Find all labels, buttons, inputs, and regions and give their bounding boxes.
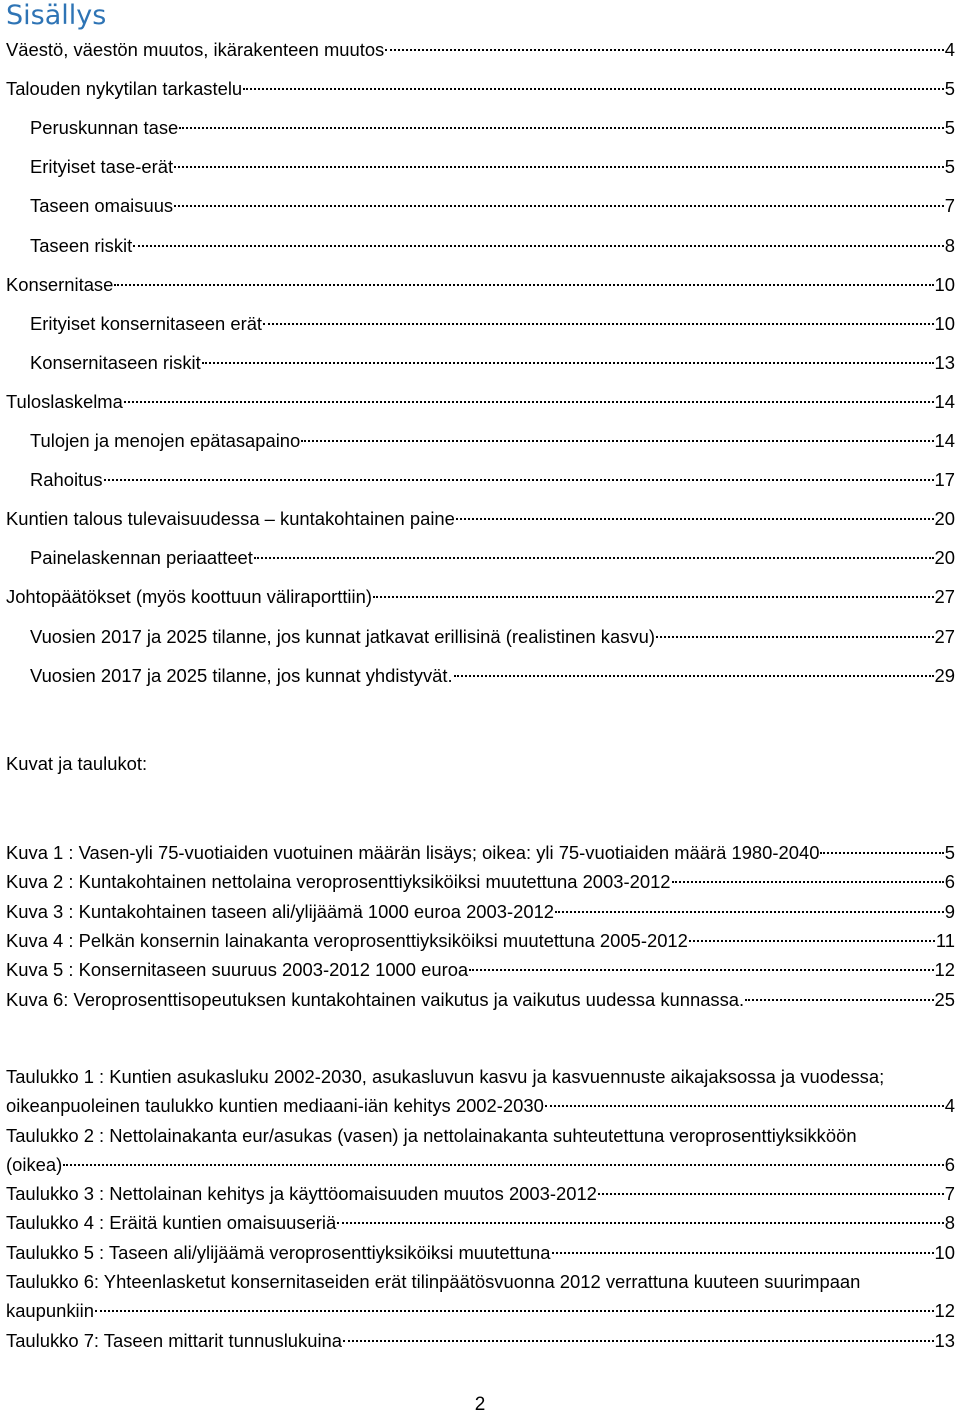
dot-leader (545, 1103, 944, 1107)
entry-page-number: 25 (934, 989, 955, 1010)
dot-leader (114, 282, 933, 286)
dot-leader (254, 555, 934, 559)
dot-leader (454, 673, 934, 677)
dot-leader (263, 321, 933, 325)
entry-page-number: 12 (934, 1300, 955, 1321)
table-entry-first-line[interactable]: Taulukko 1 : Kuntien asukasluku 2002-2030, asukasluvun kasvu ja kasvuennuste aikajaksossa ja vuodessa; (6, 1066, 885, 1087)
toc-entry[interactable] (0, 270, 960, 300)
table-entry[interactable] (0, 1150, 960, 1180)
entry-title: Vuosien 2017 ja 2025 tilanne, jos kunnat jatkavat erillisinä (realistinen kasvu) (30, 626, 655, 647)
entry-page-number: 7 (944, 195, 955, 216)
entry-page-number: 29 (934, 665, 955, 686)
figure-entry[interactable] (0, 985, 960, 1015)
entry-page-number: 11 (935, 930, 955, 951)
entry-page-number: 10 (934, 1242, 955, 1263)
entry-page-number: 20 (934, 508, 955, 529)
entry-title: Kuva 2 : Kuntakohtainen nettolaina veroprosenttiyksiköiksi muutettuna 2003-2012 (6, 871, 671, 892)
dot-leader (689, 938, 935, 942)
toc-entry[interactable] (0, 387, 960, 417)
entry-page-number: 5 (944, 156, 955, 177)
entry-page-number: 20 (934, 547, 955, 568)
entry-title: Tulojen ja menojen epätasapaino (30, 430, 301, 451)
toc-entry[interactable] (0, 35, 960, 65)
dot-leader (243, 86, 944, 90)
toc-entry[interactable] (0, 622, 960, 652)
dot-leader (63, 1162, 944, 1166)
entry-title: kaupunkiin (6, 1300, 94, 1321)
entry-title: Peruskunnan tase (30, 117, 179, 138)
toc-entry[interactable] (0, 74, 960, 104)
entry-title: Erityiset tase-erät (30, 156, 174, 177)
table-entry-first-line[interactable]: Taulukko 2 : Nettolainakanta eur/asukas (vasen) ja nettolainakanta suhteutettuna veroprosenttiyksikköön (6, 1125, 857, 1146)
entry-title: Taulukko 7: Taseen mittarit tunnuslukuina (6, 1330, 342, 1351)
entry-title: Erityiset konsernitaseen erät (30, 313, 263, 334)
entry-title: Kuntien talous tulevaisuudessa – kuntakohtainen paine (6, 508, 455, 529)
entry-title: Tuloslaskelma (6, 391, 123, 412)
entry-title: Rahoitus (30, 469, 103, 490)
entry-page-number: 17 (934, 469, 955, 490)
dot-leader (179, 125, 944, 129)
dot-leader (95, 1308, 934, 1312)
dot-leader (174, 164, 944, 168)
figure-entry[interactable] (0, 955, 960, 985)
entry-title: Vuosien 2017 ja 2025 tilanne, jos kunnat yhdistyvät. (30, 665, 453, 686)
dot-leader (656, 634, 934, 638)
figure-entry[interactable] (0, 897, 960, 927)
table-entry[interactable] (0, 1296, 960, 1326)
dot-leader (555, 909, 944, 913)
dot-leader (124, 399, 934, 403)
page-number: 2 (474, 1394, 486, 1415)
toc-entry[interactable] (0, 191, 960, 221)
figure-entry[interactable] (0, 926, 960, 956)
entry-page-number: 14 (934, 391, 955, 412)
table-entry[interactable] (0, 1238, 960, 1268)
entry-page-number: 13 (934, 1330, 955, 1351)
toc-entry[interactable] (0, 504, 960, 534)
entry-page-number: 4 (944, 1095, 955, 1116)
entry-page-number: 12 (934, 959, 955, 980)
figures-heading: Kuvat ja taulukot: (6, 753, 148, 774)
entry-title: oikeanpuoleinen taulukko kuntien mediaani-iän kehitys 2002-2030 (6, 1095, 544, 1116)
entry-title: Taulukko 5 : Taseen ali/ylijäämä veroprosenttiyksiköiksi muutettuna (6, 1242, 551, 1263)
dot-leader (672, 879, 944, 883)
dot-leader (456, 516, 934, 520)
dot-leader (104, 477, 934, 481)
dot-leader (598, 1191, 944, 1195)
dot-leader (133, 243, 944, 247)
entry-page-number: 14 (934, 430, 955, 451)
dot-leader (385, 47, 944, 51)
figure-entry[interactable] (0, 867, 960, 897)
dot-leader (337, 1220, 944, 1224)
table-entry[interactable] (0, 1091, 960, 1121)
entry-page-number: 13 (934, 352, 955, 373)
toc-entry[interactable] (0, 582, 960, 612)
entry-page-number: 27 (934, 586, 955, 607)
entry-title: Konsernitaseen riskit (30, 352, 201, 373)
entry-page-number: 10 (934, 313, 955, 334)
entry-page-number: 8 (944, 1212, 955, 1233)
entry-title: Väestö, väestön muutos, ikärakenteen muutos (6, 39, 385, 60)
dot-leader (552, 1250, 934, 1254)
figure-entry[interactable] (0, 838, 960, 868)
toc-entry[interactable] (0, 231, 960, 261)
toc-entry[interactable] (0, 152, 960, 182)
entry-title: Taseen riskit (30, 235, 133, 256)
dot-leader (373, 594, 934, 598)
entry-page-number: 5 (944, 842, 955, 863)
entry-page-number: 5 (944, 78, 955, 99)
toc-entry[interactable] (0, 309, 960, 339)
dot-leader (820, 850, 943, 854)
entry-title: Taseen omaisuus (30, 195, 174, 216)
entry-title: Konsernitase (6, 274, 114, 295)
entry-title: Talouden nykytilan tarkastelu (6, 78, 243, 99)
toc-entry[interactable] (0, 661, 960, 691)
entry-title: (oikea) (6, 1154, 63, 1175)
table-entry[interactable] (0, 1326, 960, 1356)
entry-page-number: 9 (944, 901, 955, 922)
toc-heading: Sisällys (6, 0, 107, 31)
table-entry[interactable] (0, 1179, 960, 1209)
toc-entry[interactable] (0, 465, 960, 495)
toc-entry[interactable] (0, 426, 960, 456)
dot-leader (343, 1338, 934, 1342)
dot-leader (174, 203, 944, 207)
toc-entry[interactable] (0, 113, 960, 143)
toc-entry[interactable] (0, 543, 960, 573)
entry-page-number: 6 (944, 871, 955, 892)
entry-title: Kuva 5 : Konsernitaseen suuruus 2003-2012 1000 euroa (6, 959, 469, 980)
entry-title: Painelaskennan periaatteet (30, 547, 253, 568)
entry-page-number: 4 (944, 39, 955, 60)
entry-title: Kuva 4 : Pelkän konsernin lainakanta veroprosenttiyksiköiksi muutettuna 2005-2012 (6, 930, 688, 951)
table-entry-first-line[interactable]: Taulukko 6: Yhteenlasketut konsernitaseiden erät tilinpäätösvuonna 2012 verrattuna kuuteen suurimpaan (6, 1271, 861, 1292)
entry-page-number: 6 (944, 1154, 955, 1175)
entry-title: Taulukko 4 : Eräitä kuntien omaisuuseriä (6, 1212, 337, 1233)
toc-entry[interactable] (0, 348, 960, 378)
entry-page-number: 7 (944, 1183, 955, 1204)
table-entry[interactable] (0, 1208, 960, 1238)
entry-title: Johtopäätökset (myös koottuun väliraporttiin) (6, 586, 372, 607)
entry-page-number: 27 (934, 626, 955, 647)
dot-leader (202, 360, 934, 364)
entry-page-number: 5 (944, 117, 955, 138)
entry-title: Kuva 6: Veroprosenttisopeutuksen kuntakohtainen vaikutus ja vaikutus uudessa kunnassa. (6, 989, 745, 1010)
entry-page-number: 8 (944, 235, 955, 256)
entry-page-number: 10 (934, 274, 955, 295)
dot-leader (745, 997, 933, 1001)
dot-leader (469, 967, 933, 971)
entry-title: Kuva 3 : Kuntakohtainen taseen ali/ylijäämä 1000 euroa 2003-2012 (6, 901, 555, 922)
entry-title: Taulukko 3 : Nettolainan kehitys ja käyttöomaisuuden muutos 2003-2012 (6, 1183, 597, 1204)
dot-leader (301, 438, 933, 442)
entry-title: Kuva 1 : Vasen-yli 75-vuotiaiden vuotuinen määrän lisäys; oikea: yli 75-vuotiaiden määrä 1980-2040 (6, 842, 820, 863)
